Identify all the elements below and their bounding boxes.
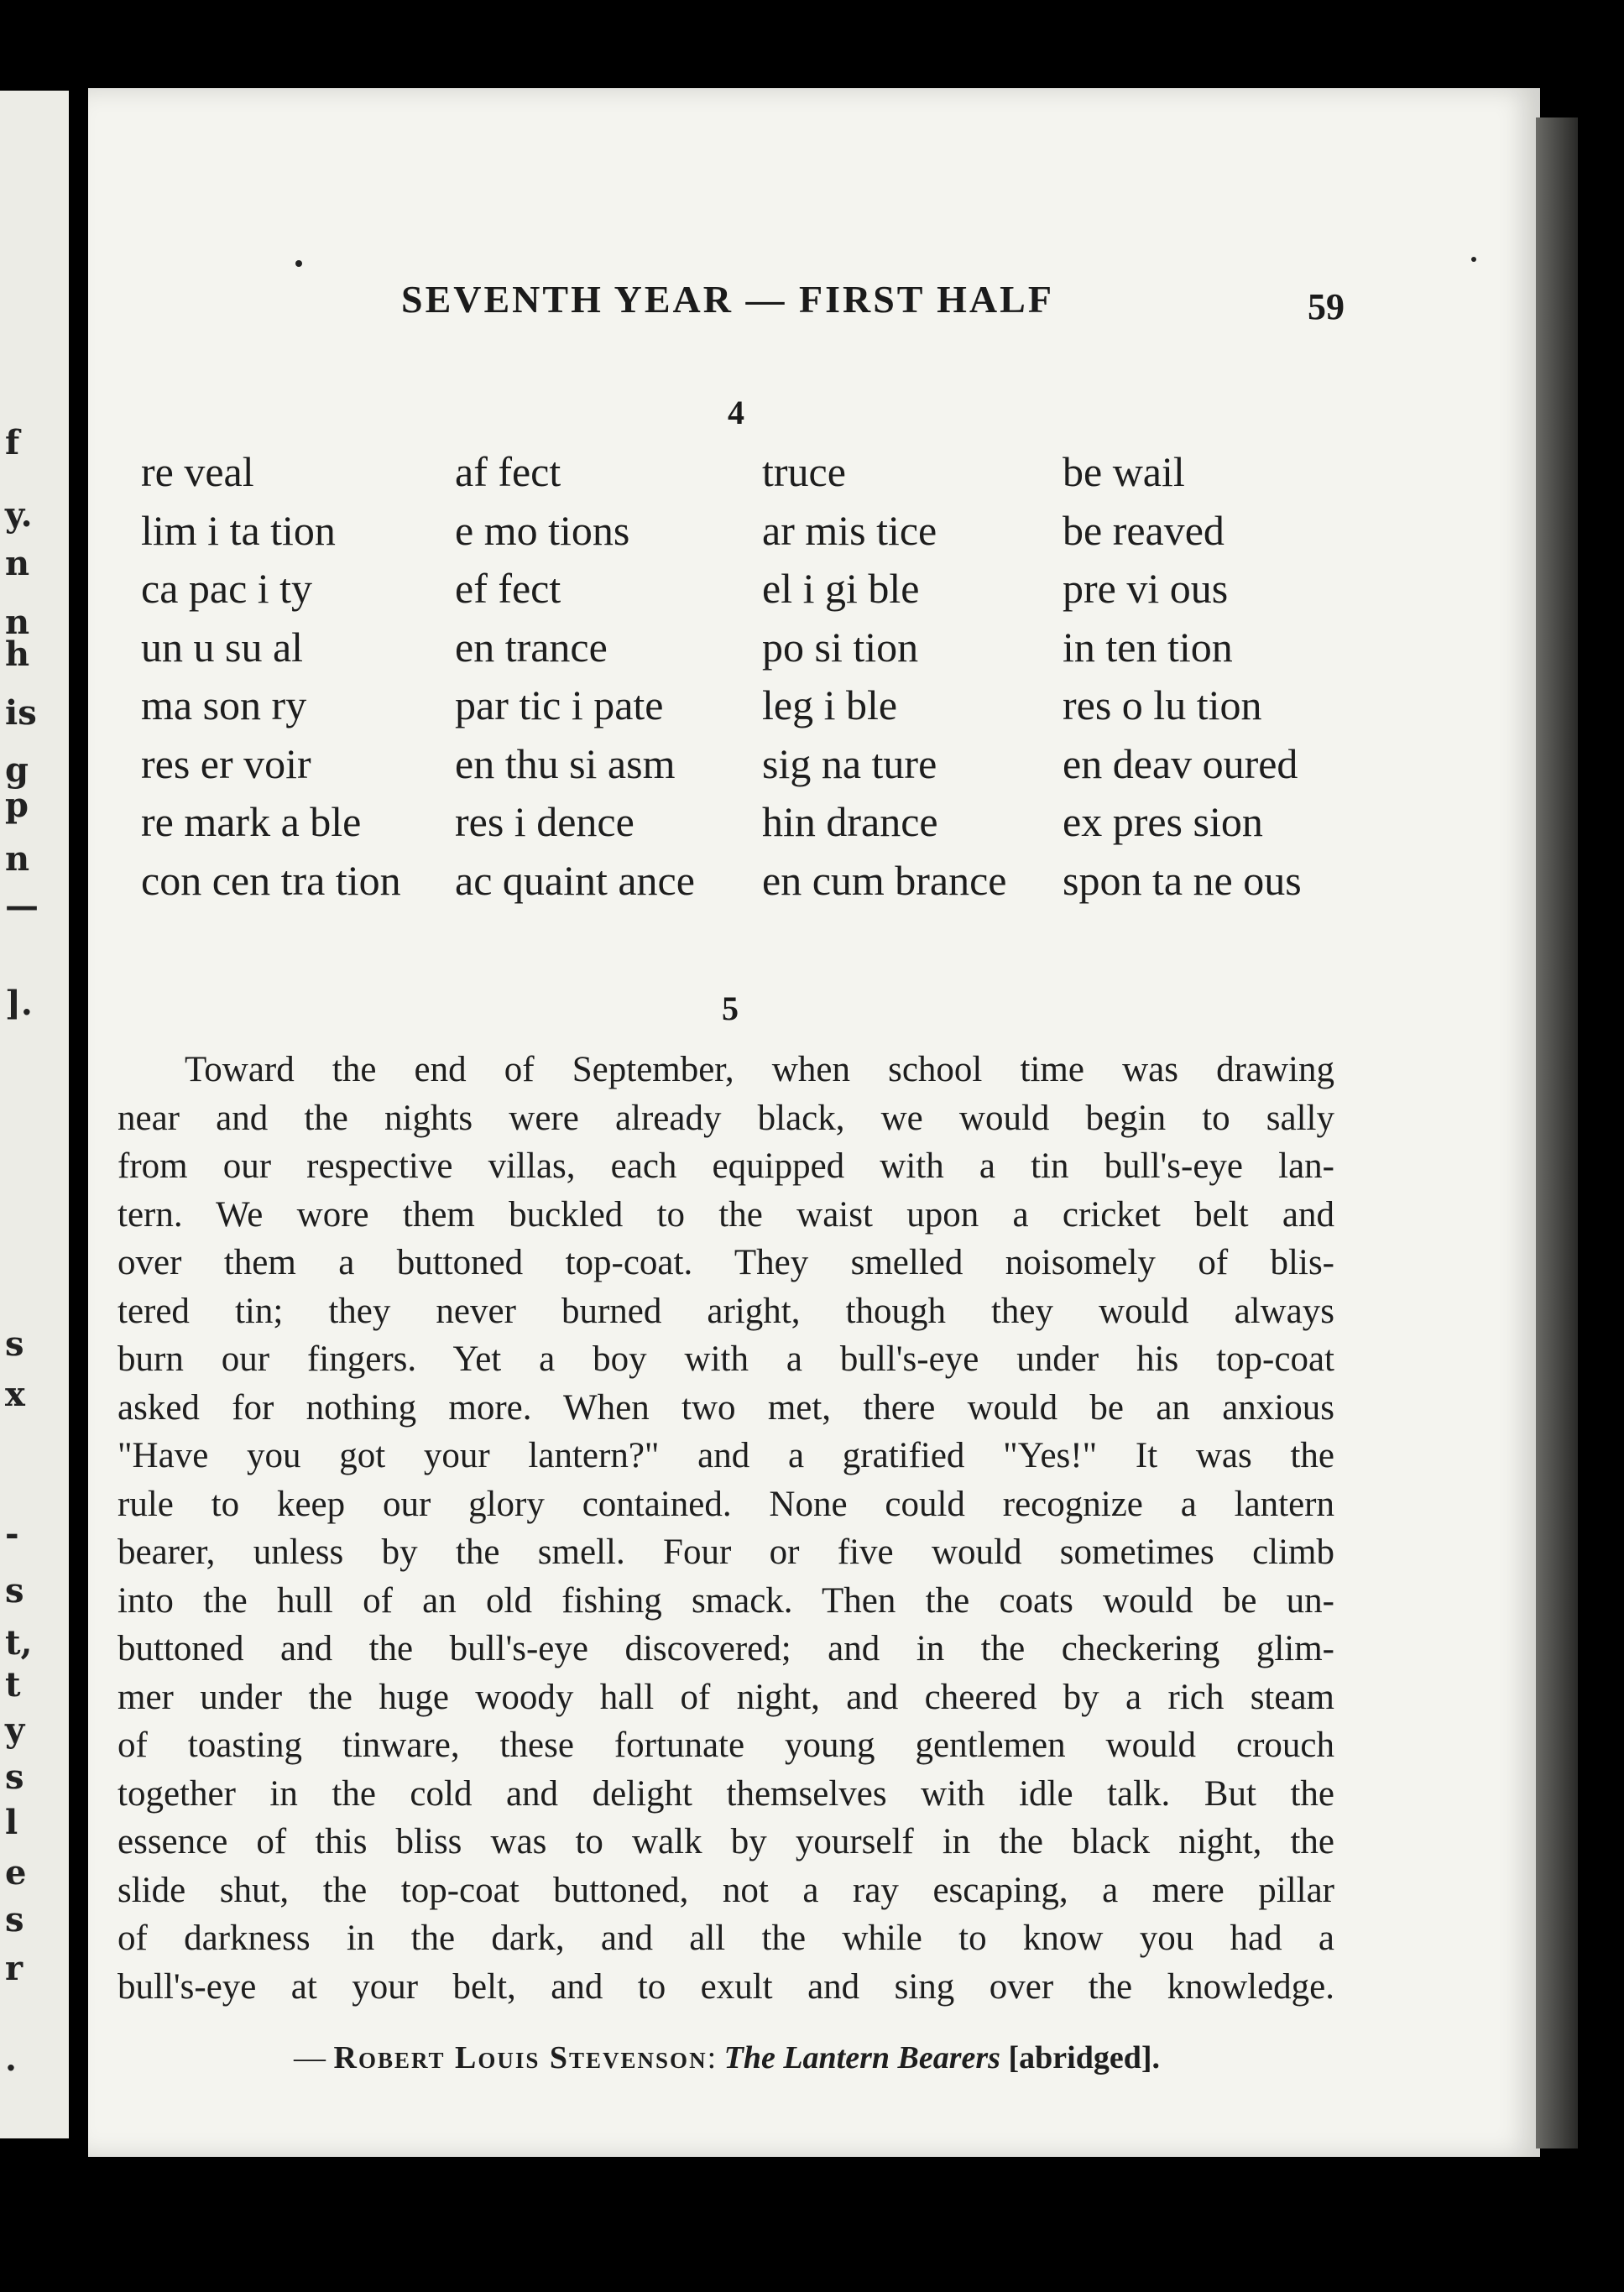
passage-line: of darkness in the dark, and all the while to know you had a bbox=[117, 1919, 1334, 1958]
spelling-word: en thu si asm bbox=[455, 739, 676, 787]
passage-line: buttoned and the bull's-eye discovered; and in the checkering glim- bbox=[117, 1629, 1334, 1668]
spelling-word-grid bbox=[134, 443, 1351, 913]
spelling-word: el i gi ble bbox=[762, 565, 920, 612]
spelling-word: en trance bbox=[455, 623, 608, 671]
spelling-word: en deav oured bbox=[1063, 739, 1298, 787]
left-fragment: n bbox=[5, 839, 30, 879]
spelling-word: par tic i pate bbox=[455, 681, 664, 728]
attribution-title: The Lantern Bearers bbox=[723, 2040, 1000, 2075]
passage-line: near and the nights were already black, we would begin to sally bbox=[117, 1098, 1334, 1138]
spelling-word: e mo tions bbox=[455, 506, 630, 554]
passage-line: bull's-eye at your belt, and to exult and sing over the knowledge. bbox=[117, 1966, 1334, 2007]
left-fragment: y. bbox=[5, 495, 33, 535]
spelling-word: be reaved bbox=[1063, 506, 1225, 554]
left-fragment: s bbox=[5, 1900, 24, 1940]
section-number-5: 5 bbox=[722, 989, 739, 1027]
spelling-word: en cum brance bbox=[762, 856, 1007, 904]
left-fragment: n bbox=[5, 544, 30, 583]
left-fragment: s bbox=[5, 1324, 24, 1364]
speck bbox=[295, 260, 302, 267]
left-fragment: g bbox=[5, 750, 29, 790]
passage-line: slide shut, the top-coat buttoned, not a ray escaping, a mere pillar bbox=[117, 1870, 1334, 1910]
spelling-word: leg i ble bbox=[762, 681, 898, 728]
spelling-word: lim i ta tion bbox=[141, 506, 336, 554]
spelling-word: ef fect bbox=[455, 565, 561, 612]
spelling-word: ma son ry bbox=[141, 681, 307, 728]
passage-line: into the hull of an old fishing smack. Then the coats would be un- bbox=[117, 1580, 1334, 1621]
passage-line: burn our fingers. Yet a boy with a bull's-eye under his top-coat bbox=[117, 1339, 1334, 1379]
spelling-word: ca pac i ty bbox=[141, 565, 313, 612]
left-fragment: s bbox=[5, 1571, 24, 1611]
passage-line: tern. We wore them buckled to the waist upon a cricket belt and bbox=[117, 1194, 1334, 1235]
page-edge-shadow bbox=[1536, 117, 1578, 2148]
spelling-word: un u su al bbox=[141, 623, 304, 671]
attribution-dash: — bbox=[294, 2040, 326, 2075]
left-fragment: is bbox=[5, 693, 37, 733]
left-fragment: - bbox=[5, 1514, 19, 1553]
spelling-word: spon ta ne ous bbox=[1063, 856, 1302, 904]
spelling-word: be wail bbox=[1063, 448, 1185, 495]
passage-line: "Have you got your lantern?" and a gratified "Yes!" It was the bbox=[117, 1436, 1334, 1475]
page-number: 59 bbox=[1308, 286, 1345, 327]
passage-line: rule to keep our glory contained. None could recognize a lantern bbox=[117, 1484, 1334, 1524]
passage-line: of toasting tinware, these fortunate young gentlemen would crouch bbox=[117, 1726, 1334, 1765]
left-fragment: ]. bbox=[5, 984, 33, 1023]
word-column bbox=[455, 443, 695, 910]
left-fragment: f bbox=[5, 423, 20, 462]
spelling-word: re veal bbox=[141, 448, 254, 495]
spelling-word: re mark a ble bbox=[141, 798, 362, 845]
spelling-word: po si tion bbox=[762, 623, 919, 671]
word-column bbox=[1063, 443, 1302, 910]
passage-line: over them a buttoned top-coat. They smelled noisomely of blis- bbox=[117, 1243, 1334, 1282]
passage-line: Toward the end of September, when school time was drawing bbox=[185, 1050, 1334, 1089]
left-fragment: y bbox=[5, 1710, 25, 1750]
spelling-word: res er voir bbox=[141, 739, 311, 787]
spelling-word: ex pres sion bbox=[1063, 798, 1263, 845]
left-fragment: t, bbox=[5, 1623, 33, 1663]
spelling-word: sig na ture bbox=[762, 739, 937, 787]
left-fragment: e bbox=[5, 1853, 27, 1893]
passage-text bbox=[117, 1046, 1334, 2011]
spelling-word: pre vi ous bbox=[1063, 565, 1229, 612]
left-fragment: r bbox=[5, 1949, 23, 1988]
word-column bbox=[762, 443, 1007, 910]
attribution-note: [abridged]. bbox=[1008, 2040, 1160, 2075]
attribution-author: Robert Louis Stevenson bbox=[333, 2040, 708, 2075]
left-fragment: x bbox=[5, 1375, 25, 1414]
passage-line: essence of this bliss was to walk by yourself in the black night, the bbox=[117, 1822, 1334, 1861]
spelling-word: res o lu tion bbox=[1063, 681, 1262, 728]
left-fragment: s bbox=[5, 1757, 24, 1797]
section-number-4: 4 bbox=[728, 394, 744, 431]
spelling-word: con cen tra tion bbox=[141, 856, 401, 904]
passage-line: bearer, unless by the smell. Four or five would sometimes climb bbox=[117, 1532, 1334, 1572]
left-fragment: t bbox=[5, 1665, 21, 1705]
spelling-word: res i dence bbox=[455, 798, 634, 845]
spelling-word: ac quaint ance bbox=[455, 856, 695, 904]
passage-line: tered tin; they never burned aright, though they would always bbox=[117, 1291, 1334, 1331]
left-fragment: p bbox=[5, 786, 29, 825]
passage-line: mer under the huge woody hall of night, and cheered by a rich steam bbox=[117, 1677, 1334, 1717]
left-fragment: . bbox=[5, 2039, 17, 2079]
spelling-word: af fect bbox=[455, 448, 561, 495]
left-fragment: — bbox=[5, 886, 39, 926]
left-fragment: h bbox=[5, 634, 30, 674]
attribution-separator: : bbox=[707, 2040, 717, 2075]
running-head: SEVENTH YEAR — FIRST HALF bbox=[401, 278, 1054, 321]
passage-line: asked for nothing more. When two met, there would be an anxious bbox=[117, 1387, 1334, 1428]
attribution bbox=[294, 2039, 1326, 2076]
passage-line: together in the cold and delight themselves with idle talk. But the bbox=[117, 1773, 1334, 1814]
previous-page-edge bbox=[0, 91, 69, 2138]
spelling-word: ar mis tice bbox=[762, 506, 937, 554]
spelling-word: truce bbox=[762, 448, 846, 495]
passage-line: from our respective villas, each equipped with a tin bull's-eye lan- bbox=[117, 1146, 1334, 1186]
spelling-word: hin drance bbox=[762, 798, 938, 845]
word-column bbox=[141, 443, 401, 910]
left-fragment: l bbox=[5, 1803, 18, 1842]
left-fragment: n bbox=[5, 603, 30, 642]
spelling-word: in ten tion bbox=[1063, 623, 1233, 671]
speck bbox=[1471, 257, 1476, 262]
